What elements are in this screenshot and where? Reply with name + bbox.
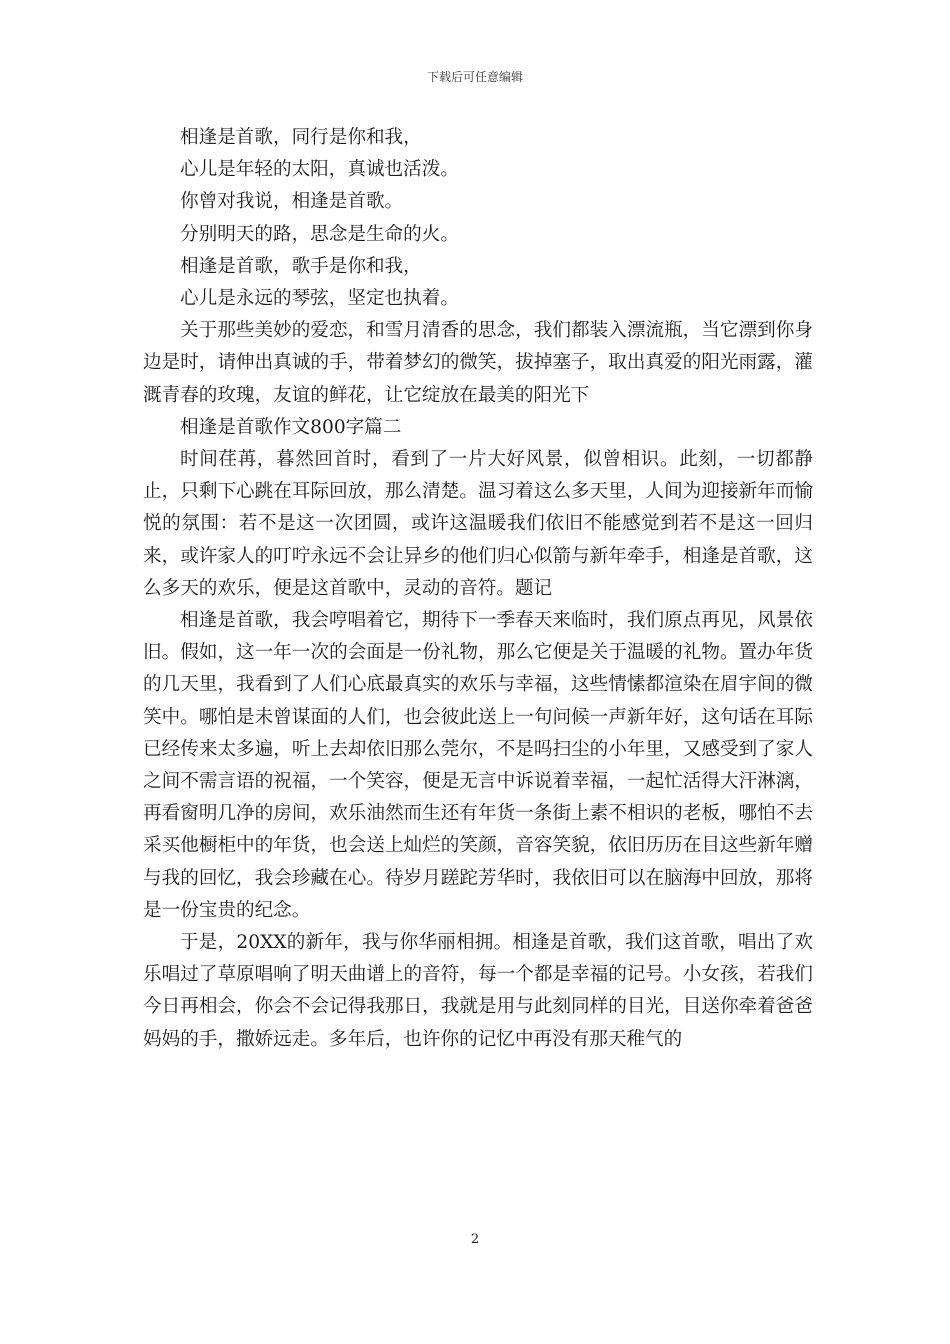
paragraph: 心儿是永远的琴弦，坚定也执着。 (180, 288, 459, 310)
paragraph: 于是，20XX的新年，我与你华丽相拥。相逢是首歌，我们这首歌，唱出了欢乐唱过了草原唱响了明天曲谱上的音符，每一个都是幸福的记号。小女孩，若我们今日再相会，你会不会记得我那日，我就是用与此刻同样的目光，目送你牵着爸爸妈妈的手，撒娇远走。多年后，也许你的记忆中再没有那天稚气的 (143, 932, 813, 1050)
body-text (143, 122, 813, 1056)
paragraph: 你曾对我说，相逢是首歌。 (180, 191, 404, 213)
paragraph: 分别明天的路，思念是生命的火。 (180, 223, 459, 245)
paragraph: 相逢是首歌，我会哼唱着它，期待下一季春天来临时，我们原点再见，风景依旧。假如，这一年一次的会面是一份礼物，那么它便是关于温暖的礼物。置办年货的几天里，我看到了人们心底最真实的欢乐与幸福，这些情愫都渲染在眉宇间的微笑中。哪怕是未曾谋面的人们，也会彼此送上一句问候一声新年好，这句话在耳际已经传来太多遍，听上去却依旧那么莞尔，不是吗扫尘的小年里，又感受到了家人之间不需言语的祝福，一个笑容，便是无言中诉说着幸福，一起忙活得大汗淋漓，再看窗明几净的房间，欢乐油然而生还有年货一条街上素不相识的老板，哪怕不去采买他橱柜中的年货，也会送上灿烂的笑颜，音容笑貌，依旧历历在目这些新年赠与我的回忆，我会珍藏在心。待岁月蹉跎芳华时，我依旧可以在脑海中回放，那将是一份宝贵的纪念。 (143, 610, 813, 921)
paragraph: 相逢是首歌，歌手是你和我， (180, 255, 422, 277)
paragraph: 时间荏苒，暮然回首时，看到了一片大好风景，似曾相识。此刻，一切都静止，只剩下心跳在耳际回放，那么清楚。温习着这么多天里，人间为迎接新年而愉悦的氛围：若不是这一次团圆，或许这温暖我们依旧不能感觉到若不是这一回归来，或许家人的叮咛永远不会让异乡的他们归心似箭与新年牵手，相逢是首歌，这么多天的欢乐，便是这首歌中，灵动的音符。题记 (143, 449, 813, 599)
paragraph: 关于那些美妙的爱恋，和雪月清香的思念，我们都装入漂流瓶，当它漂到你身边是时，请伸出真诚的手，带着梦幻的微笑，拔掉塞子，取出真爱的阳光雨露，灌溉青春的玫瑰，友谊的鲜花，让它绽放在最美的阳光下 (143, 320, 813, 406)
header-note: 下载后可任意编辑 (426, 70, 523, 84)
section-heading: 相逢是首歌作文800字篇二 (180, 416, 402, 438)
paragraph: 心儿是年轻的太阳，真诚也活泼。 (180, 159, 459, 181)
page-number: 2 (470, 1232, 480, 1247)
paragraph: 相逢是首歌，同行是你和我， (180, 127, 422, 148)
